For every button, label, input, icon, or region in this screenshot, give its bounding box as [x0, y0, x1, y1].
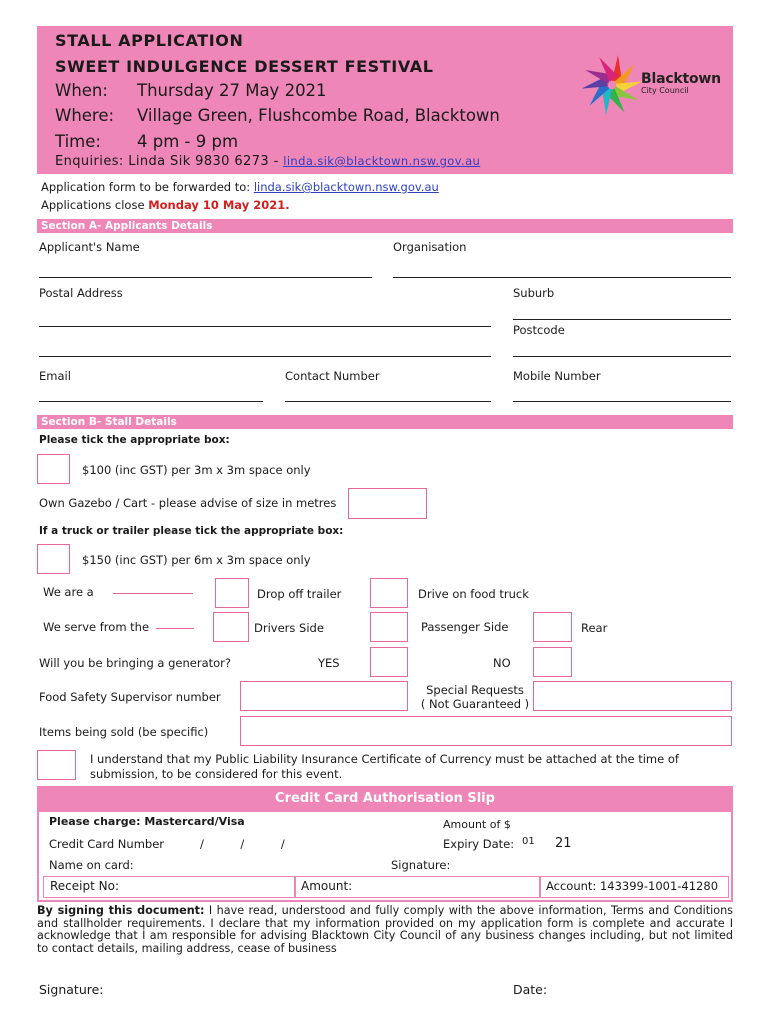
organisation-label: Organisation: [393, 240, 467, 254]
drop-off-trailer-label: Drop off trailer: [257, 587, 342, 601]
footer-signature-label: Signature:: [39, 982, 104, 997]
we-serve-from-label: We serve from the: [43, 620, 150, 634]
generator-question: Will you be bringing a generator?: [39, 656, 232, 670]
please-charge-label: Please charge: Mastercard/Visa: [49, 815, 245, 828]
tick-prompt: Please tick the appropriate box:: [39, 434, 230, 446]
insurance-checkbox[interactable]: [37, 750, 76, 780]
organisation-field[interactable]: [393, 277, 731, 278]
enquiries-text: Enquiries: Linda Sik 9830 6273 -: [55, 154, 284, 169]
close-date: Monday 10 May 2021.: [148, 198, 290, 212]
generator-yes-label: YES: [318, 656, 340, 670]
when-label: When:: [55, 81, 108, 100]
special-requests-line1: Special Requests: [426, 683, 524, 697]
forward-email-link[interactable]: linda.sik@blacktown.nsw.gov.au: [253, 180, 439, 194]
amount-of-label[interactable]: Amount of $: [443, 818, 511, 831]
account-cell: Account: 143399-1001-41280: [539, 876, 729, 898]
receipt-no-cell[interactable]: Receipt No:: [43, 876, 296, 898]
card-signature-label: Signature:: [391, 858, 451, 872]
expiry-year-value[interactable]: 21: [555, 836, 572, 851]
drivers-side-checkbox[interactable]: [213, 612, 249, 642]
forward-instruction: [41, 180, 439, 194]
time-label: Time:: [55, 132, 101, 151]
time-value: 4 pm - 9 pm: [137, 132, 239, 151]
applicant-name-label: Applicant's Name: [39, 240, 140, 254]
section-b-header: Section B- Stall Details: [37, 415, 733, 429]
we-serve-from-line: [156, 628, 194, 629]
suburb-label: Suburb: [513, 286, 555, 300]
amount-cell[interactable]: Amount:: [294, 876, 541, 898]
items-sold-label: Items being sold (be specific): [39, 725, 209, 739]
generator-no-checkbox[interactable]: [533, 647, 572, 677]
close-instruction: [41, 198, 290, 212]
mobile-number-label: Mobile Number: [513, 369, 601, 383]
insurance-text-line2: submission, to be considered for this event.: [90, 767, 343, 781]
credit-card-slip-title: Credit Card Authorisation Slip: [37, 786, 733, 812]
postcode-label: Postcode: [513, 323, 565, 337]
when-row: [55, 81, 327, 100]
drive-on-truck-label: Drive on food truck: [418, 587, 529, 601]
contact-number-label: Contact Number: [285, 369, 380, 383]
forward-text: Application form to be forwarded to:: [41, 180, 254, 194]
we-are-a-label: We are a: [43, 585, 94, 599]
where-row: [55, 106, 500, 125]
where-value: Village Green, Flushcombe Road, Blacktown: [137, 106, 500, 125]
expiry-month-value[interactable]: 01: [522, 836, 535, 847]
rear-checkbox[interactable]: [533, 612, 572, 642]
logo-subtitle: City Council: [641, 86, 689, 95]
postal-address-field-1[interactable]: [39, 326, 491, 327]
close-text: Applications close: [41, 198, 149, 212]
rear-label: Rear: [581, 621, 608, 635]
email-field[interactable]: [39, 401, 263, 402]
we-are-a-line: [113, 593, 193, 594]
contact-number-field[interactable]: [285, 401, 491, 402]
option-large-checkbox[interactable]: [37, 544, 70, 574]
name-on-card-label: Name on card:: [49, 858, 134, 872]
gazebo-size-input[interactable]: [348, 488, 427, 519]
special-requests-label: [419, 683, 531, 711]
postal-address-label: Postal Address: [39, 286, 123, 300]
declaration-body: I have read, understood and fully comply with the above information, Terms and Conditions and stallholder requirements. I declare that my information provided on my application form is complete and accurate I acknowledge that I am responsible for advising Blacktown City Council of any business changes including, but not limited to contact details, mailing address, cease of business: [37, 904, 733, 955]
section-a-header: Section A- Applicants Details: [37, 219, 733, 233]
email-label: Email: [39, 369, 71, 383]
where-label: Where:: [55, 106, 115, 125]
form-title: STALL APPLICATION: [55, 31, 244, 50]
truck-prompt: If a truck or trailer please tick the appropriate box:: [39, 525, 344, 537]
passenger-side-label: Passenger Side: [421, 620, 509, 634]
drivers-side-label: Drivers Side: [254, 621, 324, 635]
postal-address-field-2[interactable]: [39, 356, 491, 357]
applicant-name-field[interactable]: [39, 277, 372, 278]
enquiries-email-link[interactable]: linda.sik@blacktown.nsw.gov.au: [283, 154, 481, 168]
when-value: Thursday 27 May 2021: [137, 81, 327, 100]
drive-on-truck-checkbox[interactable]: [370, 578, 408, 608]
blacktown-star-logo-icon: [572, 50, 652, 120]
option-large-label: $150 (inc GST) per 6m x 3m space only: [82, 553, 311, 567]
generator-no-label: NO: [493, 656, 511, 670]
card-number-field[interactable]: / / /: [200, 837, 285, 851]
special-requests-line2: ( Not Guaranteed ): [420, 697, 530, 711]
footer-date-label: Date:: [513, 982, 548, 997]
enquiries-row: [55, 154, 480, 169]
mobile-number-field[interactable]: [513, 401, 731, 402]
items-sold-input[interactable]: [240, 716, 732, 746]
drop-off-trailer-checkbox[interactable]: [215, 578, 249, 608]
postcode-field[interactable]: [513, 356, 731, 357]
generator-yes-checkbox[interactable]: [370, 647, 408, 677]
insurance-text-line1: I understand that my Public Liability Insurance Certificate of Currency must be attached at the time of: [90, 752, 679, 766]
council-logo-text: [641, 71, 721, 95]
declaration-lead: By signing this document:: [37, 904, 205, 917]
logo-name: Blacktown: [641, 71, 721, 87]
card-number-label: Credit Card Number: [49, 837, 164, 851]
own-gazebo-label: Own Gazebo / Cart - please advise of size in metres: [39, 496, 337, 510]
suburb-field[interactable]: [513, 319, 731, 320]
expiry-date-label: Expiry Date:: [443, 837, 515, 851]
food-safety-number-input[interactable]: [240, 681, 408, 711]
declaration-text: [37, 905, 733, 955]
option-small-checkbox[interactable]: [37, 454, 70, 484]
time-row: [55, 132, 238, 151]
event-name: SWEET INDULGENCE DESSERT FESTIVAL: [55, 57, 434, 76]
special-requests-input[interactable]: [533, 681, 732, 711]
option-small-label: $100 (inc GST) per 3m x 3m space only: [82, 463, 311, 477]
passenger-side-checkbox[interactable]: [370, 612, 408, 642]
header-banner: [37, 26, 733, 174]
food-safety-label: Food Safety Supervisor number: [39, 690, 221, 704]
